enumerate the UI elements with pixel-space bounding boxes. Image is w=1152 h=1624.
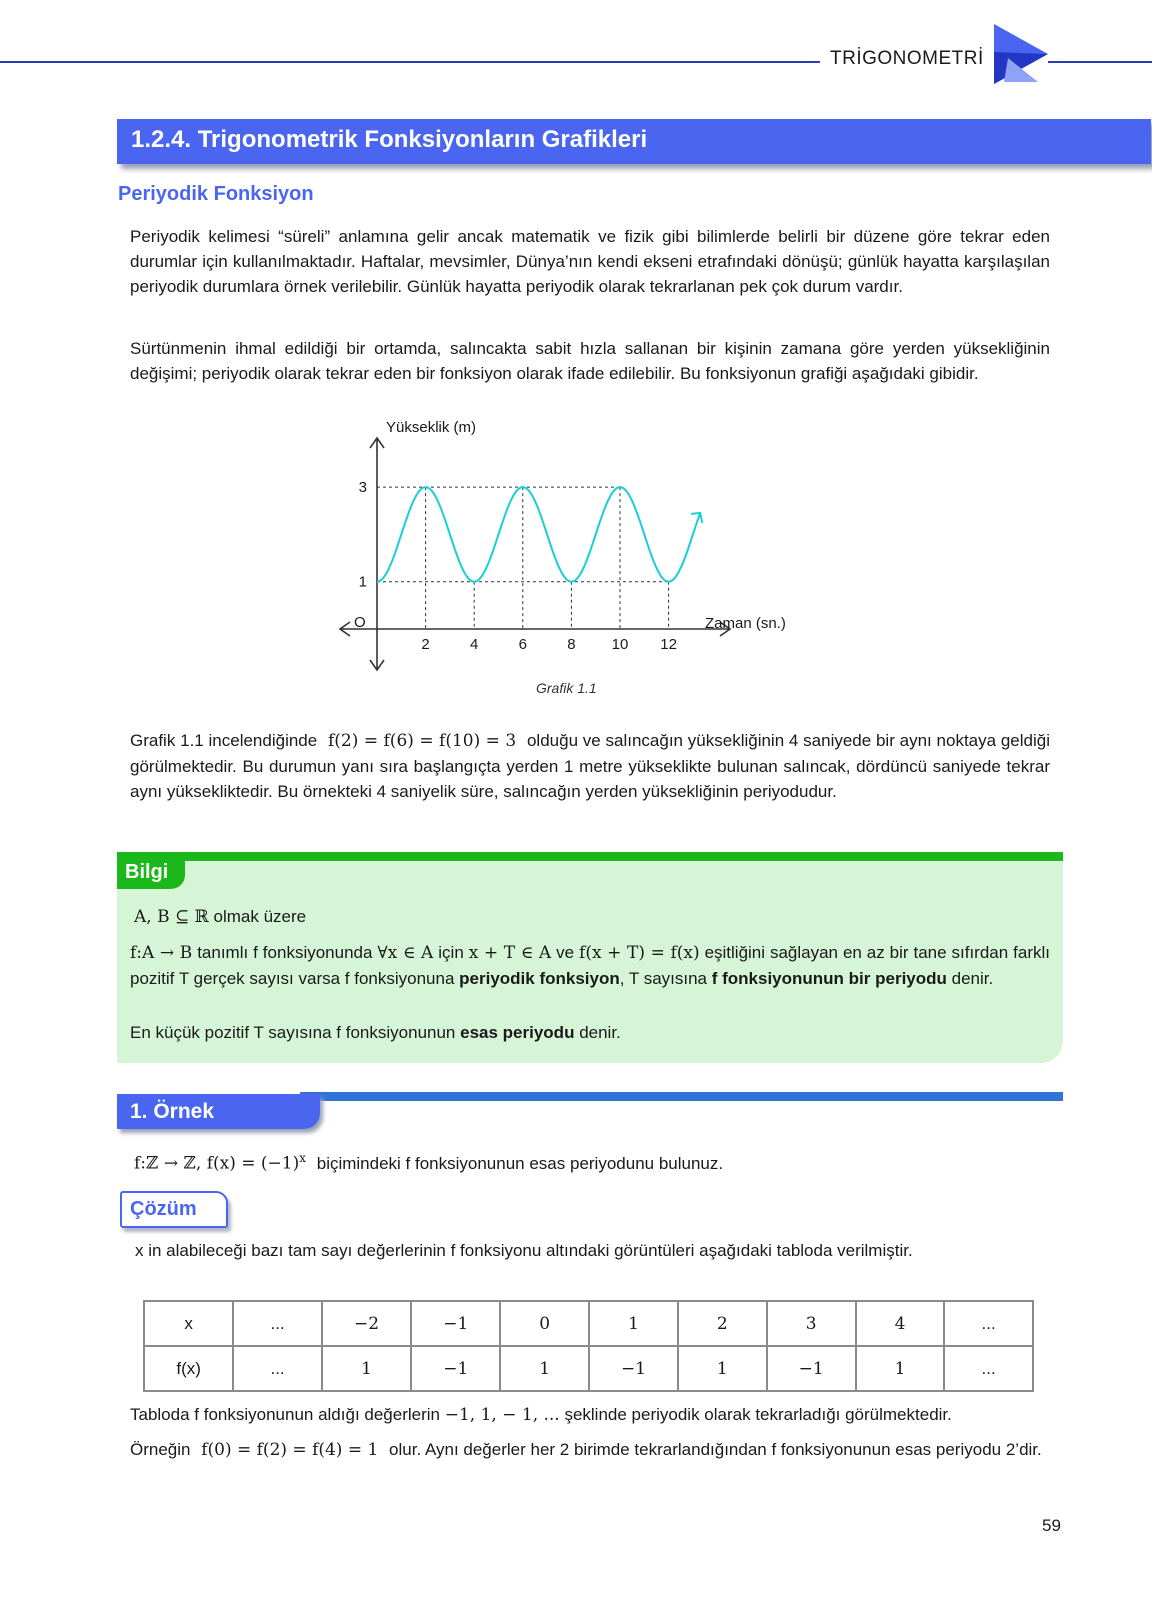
question-text: biçimindeki f fonksiyonunun esas periyodunu bulunuz. <box>316 1153 724 1173</box>
def-term-period: f fonksiyonunun bir periyodu <box>711 969 947 988</box>
header-rule-right <box>1048 61 1152 63</box>
table-cell: ... <box>233 1346 322 1391</box>
info-set-math: A, B ⊆ ℝ <box>134 907 209 927</box>
header-rule-left <box>0 61 820 63</box>
x-tick-label: 12 <box>660 636 677 653</box>
table-cell: ... <box>944 1301 1033 1346</box>
example-label: 1. Örnek <box>117 1094 320 1129</box>
table-row <box>144 1346 1033 1391</box>
header-section-name: TRİGONOMETRİ <box>830 48 984 69</box>
table-cell: 4 <box>856 1301 944 1346</box>
x-axis-label: Zaman (sn.) <box>705 615 786 632</box>
analysis-text-pre: Grafik 1.1 incelendiğinde <box>130 731 318 750</box>
paragraph-analysis <box>130 728 1050 804</box>
table-cell: −1 <box>767 1346 856 1391</box>
x-tick-label: 4 <box>470 636 479 653</box>
x-tick-label: 8 <box>567 636 576 653</box>
table-cell: −1 <box>411 1346 500 1391</box>
def-text-2: için <box>438 943 464 962</box>
conclusion-2 <box>130 1434 1050 1466</box>
conclusion-1 <box>130 1402 1060 1428</box>
table-cell: 2 <box>678 1301 766 1346</box>
values-table <box>143 1300 1034 1392</box>
question-math: f:ℤ → ℤ, f(x) = (−1) <box>134 1153 300 1174</box>
table-header-cell: f(x) <box>144 1346 233 1391</box>
page-number: 59 <box>1042 1516 1061 1535</box>
def-math-xT: x + T ∈ A <box>468 943 552 963</box>
info-definition <box>130 940 1050 991</box>
table-cell: 0 <box>500 1301 588 1346</box>
example-question <box>134 1146 1054 1177</box>
table-cell: 1 <box>589 1301 678 1346</box>
def-text-6: denir. <box>951 969 994 988</box>
table-row <box>144 1301 1033 1346</box>
x-tick-label: 6 <box>518 636 527 653</box>
def-text-3: ve <box>556 943 575 962</box>
solution-label: Çözüm <box>120 1191 228 1228</box>
conclusion2-post: olur. Aynı değerler her 2 birimde tekrarlandığından f fonksiyonunun esas periyodu 2’dir. <box>389 1440 1042 1459</box>
origin-label: O <box>354 614 366 631</box>
analysis-text-post: olduğu ve salıncağın yüksekliğinin 4 saniyede bir aynı noktaya geldiği görülmektedir. Bu durumun yanı sıra başlangıçta yerden 1 metre yükseklikte bulunan salıncak, dördüncü saniyede tekrar aynı yüksekliktedir. Bu örnekteki 4 saniyelik süre, salıncağın yerden yüksekliğinin periyodudur. <box>130 731 1050 801</box>
paragraph-intro: Periyodik kelimesi “süreli” anlamına gelir ancak matematik ve fizik gibi bilimlerde belirli bir düzene göre tekrar eden durumlar için kullanılmaktadır. Haftalar, mevsimler, Dünya’nın kendi ekseni etrafındaki dönüşü; günlük hayatta karşılaşılan periyodik durumlara örnek verilebilir. Günlük hayatta periyodik olarak tekrarlanan pek çok durum vardır. <box>130 227 1050 296</box>
table-cell: ... <box>944 1346 1033 1391</box>
swing-height-chart <box>330 420 830 710</box>
table-cell: 1 <box>856 1346 944 1391</box>
esas-term: esas periyodu <box>460 1023 575 1042</box>
table-cell: ... <box>233 1301 322 1346</box>
def-text-5: , T sayısına <box>619 969 707 988</box>
esas-text-1: En küçük pozitif T sayısına f fonksiyonunun <box>130 1023 456 1042</box>
example-bar <box>300 1092 1063 1101</box>
analysis-math: f(2) = f(6) = f(10) = 3 <box>328 731 517 751</box>
question-exponent: x <box>299 1151 306 1165</box>
esas-text-2: denir. <box>579 1023 621 1042</box>
section-title: 1.2.4. Trigonometrik Fonksiyonların Grafikleri <box>131 126 648 153</box>
paragraph-swing: Sürtünmenin ihmal edildiği bir ortamda, salıncakta sabit hızla sallanan bir kişinin zamana göre yerden yüksekliğinin değişimi; periyodik olarak tekrar eden bir fonksiyon olarak ifade edilebilir. Bu fonksiyonun grafiği aşağıdaki gibidir. <box>130 339 1050 383</box>
info-set-text: olmak üzere <box>213 907 307 926</box>
y-tick-label: 3 <box>358 479 367 497</box>
def-math-forall: ∀x ∈ A <box>377 943 434 963</box>
table-cell: 1 <box>500 1346 588 1391</box>
def-math-function: f:A → B <box>130 943 193 963</box>
info-line-set <box>134 904 1034 930</box>
chart-caption: Grafik 1.1 <box>536 680 597 696</box>
conclusion1-post: şeklinde periyodik olarak tekrarladığı görülmektedir. <box>564 1405 952 1424</box>
conclusion2-math: f(0) = f(2) = f(4) = 1 <box>201 1440 379 1460</box>
table-cell: −1 <box>589 1346 678 1391</box>
table-cell: −2 <box>322 1301 411 1346</box>
header-triangle-icon <box>994 24 1050 86</box>
def-term-periodic: periyodik fonksiyon <box>459 969 620 988</box>
def-text-4: eşitliğini sağlayan en az bir tane sıfırdan farklı pozitif T gerçek sayısı varsa f fonksiyonuna <box>130 943 1050 988</box>
def-text-1: tanımlı f fonksiyonunda <box>197 943 373 962</box>
table-cell: 1 <box>678 1346 766 1391</box>
info-fundamental <box>130 1020 1050 1045</box>
solution-intro: x in alabileceği bazı tam sayı değerlerinin f fonksiyonu altındaki görüntüleri aşağıdaki tabloda verilmiştir. <box>135 1241 913 1260</box>
y-tick-label: 1 <box>358 573 367 591</box>
def-math-equality: f(x + T) = f(x) <box>579 943 700 963</box>
table-cell: 1 <box>322 1346 411 1391</box>
x-tick-label: 2 <box>421 636 430 653</box>
table-cell: 3 <box>767 1301 856 1346</box>
y-axis-label: Yükseklik (m) <box>386 420 477 436</box>
x-tick-label: 10 <box>611 636 629 653</box>
info-label: Bilgi <box>117 856 185 889</box>
conclusion1-math: −1, 1, − 1, ... <box>444 1405 560 1425</box>
conclusion2-pre: Örneğin <box>130 1440 191 1459</box>
table-header-cell: x <box>144 1301 233 1346</box>
table-cell: −1 <box>411 1301 500 1346</box>
conclusion1-pre: Tabloda f fonksiyonunun aldığı değerlerin <box>130 1405 440 1424</box>
subsection-title: Periyodik Fonksiyon <box>118 183 314 205</box>
